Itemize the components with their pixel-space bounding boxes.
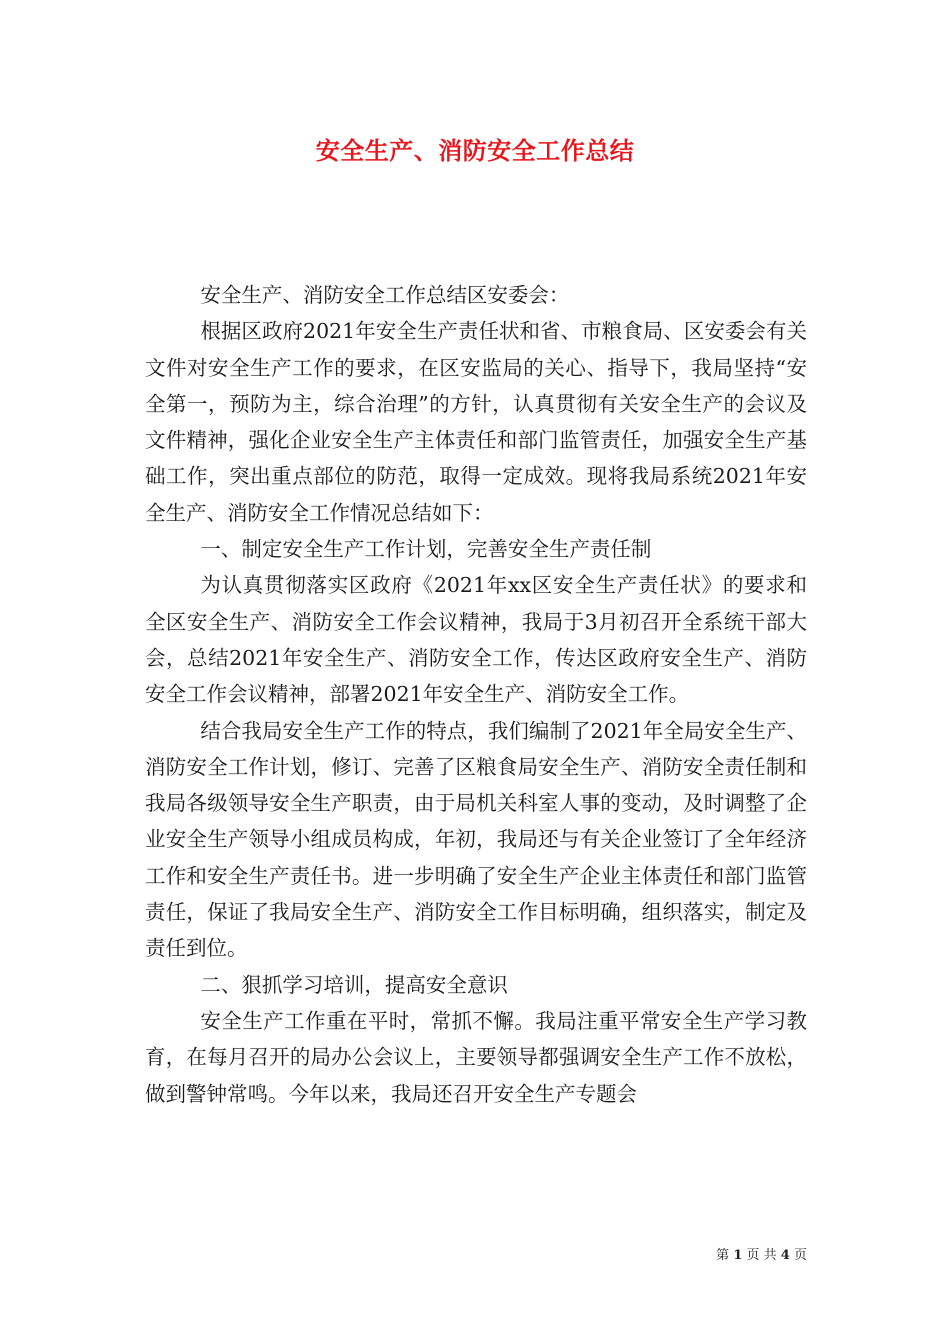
document-body bbox=[145, 277, 807, 1112]
page-number-footer bbox=[716, 1247, 807, 1265]
footer-suffix: 页 bbox=[793, 1248, 807, 1263]
paragraph-intro: 根据区政府2021年安全生产责任状和省、市粮食局、区安委会有关文件对安全生产工作的要求，在区安监局的关心、指导下，我局坚持“安全第一，预防为主，综合治理”的方针，认真贯彻有关安全生产的会议及文件精神，强化企业安全生产主体责任和部门监管责任，加强安全生产基础工作，突出重点部位的防范，取得一定成效。现将我局系统2021年安全生产、消防安全工作情况总结如下： bbox=[145, 319, 807, 525]
paragraph-section-1b: 结合我局安全生产工作的特点，我们编制了2021年全局安全生产、消防安全工作计划，修订、完善了区粮食局安全生产、消防安全责任制和我局各级领导安全生产职责，由于局机关科室人事的变动，及时调整了企业安全生产领导小组成员构成，年初，我局还与有关企业签订了全年经济工作和安全生产责任书。进一步明确了安全生产企业主体责任和部门监管责任，保证了我局安全生产、消防安全工作目标明确，组织落实，制定及责任到位。 bbox=[145, 718, 807, 961]
document-title: 安全生产、消防安全工作总结 bbox=[315, 136, 635, 165]
paragraph-salutation: 安全生产、消防安全工作总结区安委会： bbox=[200, 283, 570, 307]
footer-total-pages: 4 bbox=[780, 1248, 790, 1263]
footer-middle: 页 共 bbox=[746, 1248, 777, 1263]
footer-current-page: 1 bbox=[733, 1248, 743, 1263]
footer-prefix: 第 bbox=[716, 1248, 730, 1263]
paragraph-section-2a: 安全生产工作重在平时，常抓不懈。我局注重平常安全生产学习教育，在每月召开的局办公会议上，主要领导都强调安全生产工作不放松，做到警钟常鸣。今年以来，我局还召开安全生产专题会 bbox=[145, 1008, 807, 1106]
section-heading-1: 一、制定安全生产工作计划，完善安全生产责任制 bbox=[200, 537, 652, 562]
section-heading-2: 二、狠抓学习培训，提高安全意识 bbox=[200, 972, 508, 997]
paragraph-section-1a: 为认真贯彻落实区政府《2021年xx区安全生产责任状》的要求和全区安全生产、消防安全工作会议精神，我局于3月初召开全系统干部大会，总结2021年安全生产、消防安全工作，传达区政府安全生产、消防安全工作会议精神，部署2021年安全生产、消防安全工作。 bbox=[145, 573, 807, 707]
